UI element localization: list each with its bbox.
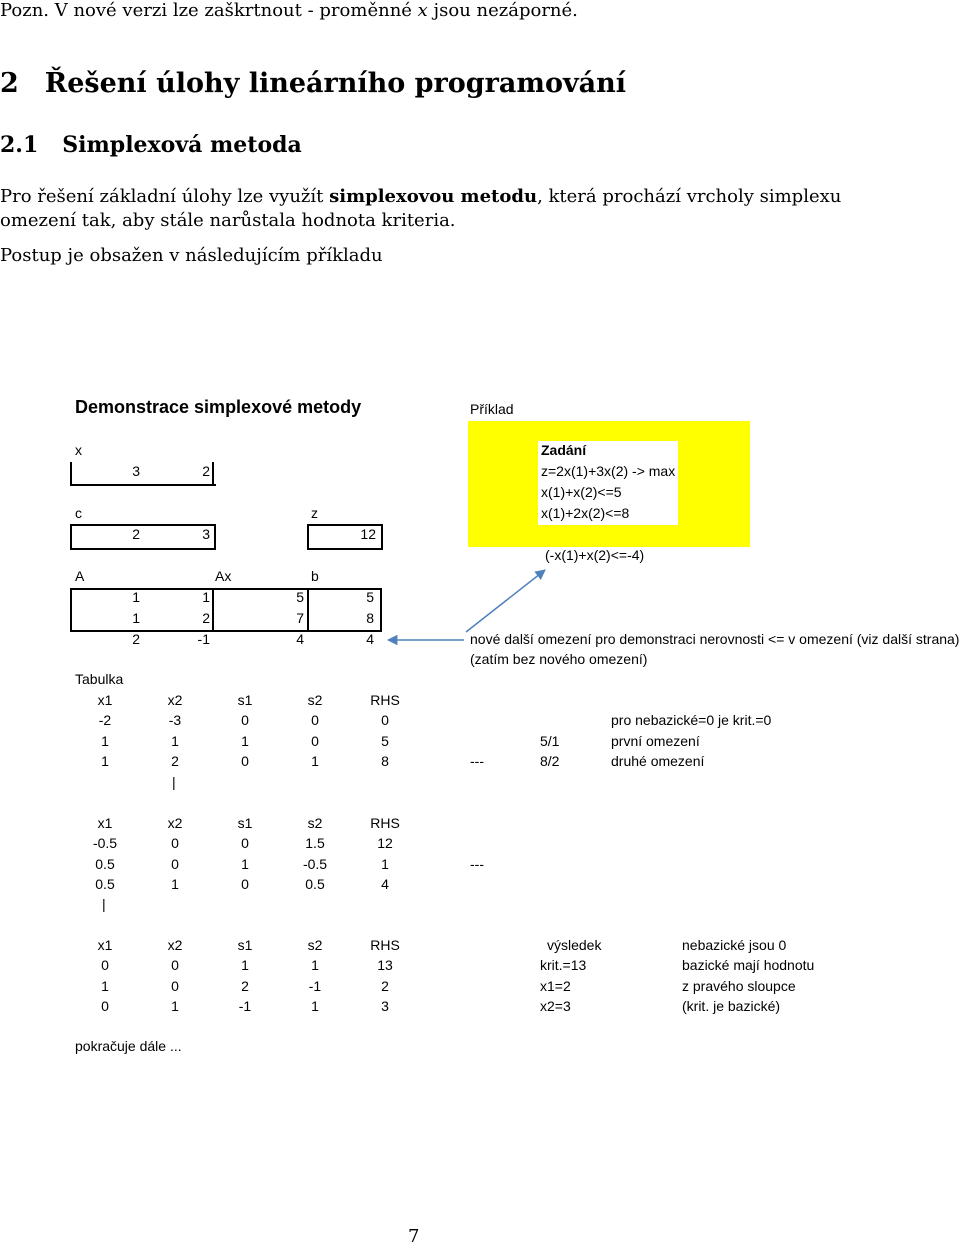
new-constraint-note: nové další omezení pro demonstraci nerovnosti <= v omezení (viz další strana) [470, 631, 960, 647]
tableau-2-cell: 0 [241, 876, 249, 892]
tableau-1-header-RHS: RHS [370, 692, 400, 708]
example-label: Příklad [470, 401, 514, 417]
tableau-3-cell: 1 [311, 957, 319, 973]
tableau-3-cell: 0 [101, 998, 109, 1014]
tableau-2-header-s1: s1 [237, 815, 253, 831]
table-label: Tabulka [75, 671, 124, 687]
note-prefix: Pozn. V nové verzi lze zaškrtnout - proměnné [0, 0, 418, 21]
tableau-2-cell: 0.5 [95, 855, 115, 872]
extra-row-1: 2 [132, 631, 140, 647]
tableau-1-cell: 0 [241, 712, 249, 728]
tableau-1-cell: 1 [171, 732, 179, 749]
tableau-2-cell: 1 [171, 876, 179, 892]
tableau-2-header-RHS: RHS [370, 815, 400, 831]
arrow-to-constraint [466, 570, 545, 632]
extra-row-4: 4 [366, 631, 374, 647]
label-z: z [311, 505, 318, 521]
tableau-1-cell: 0 [311, 712, 319, 728]
A-2-1: 1 [132, 610, 140, 626]
result-header: výsledek [547, 937, 602, 953]
continues-note: pokračuje dále ... [75, 1038, 182, 1054]
b-2: 8 [366, 610, 374, 626]
tableau-2-cell: -0.5 [92, 835, 118, 851]
tableau-1-note: první omezení [611, 732, 700, 749]
tableau-1-cell: 8 [381, 753, 389, 769]
para1-text-b: , která prochází vrcholy simplexu [537, 186, 842, 207]
tableau-1-header-x1: x1 [97, 692, 113, 708]
x-value-1: 3 [132, 463, 140, 479]
tableau-2-cell: 0 [171, 835, 179, 851]
tableau-3-cell: 1 [241, 957, 249, 973]
tableau-1-cell: 1 [101, 753, 109, 769]
extra-row-2: -1 [197, 631, 210, 647]
result-value: x2=3 [540, 998, 571, 1014]
tableau-3-cell: 0 [101, 957, 109, 973]
tableau-3-header-RHS: RHS [370, 937, 400, 953]
new-constraint-note-2: (zatím bez nového omezení) [470, 651, 648, 667]
tableau-1-note: pro nebazické=0 je krit.=0 [611, 712, 772, 728]
tableau-2-pivot-mark: --- [470, 855, 484, 872]
tableau-3-cell: 1 [101, 977, 109, 994]
tableau-3-cell: 13 [377, 957, 393, 973]
tableau-2-cell: 1 [381, 855, 389, 872]
tableau-3-cell: 2 [241, 977, 249, 994]
assignment-title: Zadání [541, 442, 587, 458]
c-value-1: 2 [132, 526, 140, 542]
label-c: c [75, 505, 82, 521]
tableau-3-header-x1: x1 [97, 937, 113, 953]
subsection-title: Simplexová metoda [62, 132, 302, 158]
Ax-1: 5 [296, 589, 304, 605]
tableau-2-header-x1: x1 [97, 815, 113, 831]
tableau-2-cell: 0.5 [95, 876, 115, 892]
para1-bold: simplexovou metodu [329, 186, 538, 207]
tableau-2-cell: 0 [241, 835, 249, 851]
result-note: (krit. je bazické) [682, 998, 781, 1014]
result-notes-header: nebazické jsou 0 [682, 937, 787, 953]
tableau-1-cell: 1 [311, 753, 319, 769]
tableau-3-header-s1: s1 [237, 937, 253, 953]
Ax-2: 7 [296, 610, 304, 626]
label-Ax: Ax [215, 568, 232, 584]
tableau-1-header-s1: s1 [237, 692, 253, 708]
A-2-2: 2 [202, 610, 210, 626]
label-b: b [311, 568, 319, 584]
tableau-2-header-s2: s2 [307, 815, 323, 831]
tableau-3-cell: 1 [171, 998, 179, 1014]
result-note: z pravého sloupce [682, 977, 796, 994]
tableau-3-cell: -1 [308, 977, 322, 994]
tableau-1-ratio: 5/1 [540, 732, 560, 749]
para1-text-a: Pro řešení základní úlohy lze využít [0, 186, 330, 207]
tableau-1-ratio: 8/2 [540, 753, 560, 769]
result-value: x1=2 [540, 977, 571, 994]
assignment-objective: z=2x(1)+3x(2) -> max [541, 463, 676, 479]
tableau-1-cell: 0 [311, 732, 319, 749]
assignment-constraint-2: x(1)+2x(2)<=8 [541, 505, 630, 521]
tableau-2-header-x2: x2 [167, 815, 183, 831]
tableau-3-cell: 0 [171, 957, 179, 973]
result-note: bazické mají hodnotu [682, 957, 815, 973]
label-x: x [75, 442, 82, 458]
page-number: 7 [408, 1226, 420, 1247]
subsection-number: 2.1 [0, 132, 39, 158]
tableau-3-cell: -1 [238, 998, 252, 1014]
tableau-1-cell: -3 [168, 712, 182, 728]
paragraph-2: Postup je obsažen v následujícím příkladu [0, 245, 383, 266]
tableau-2-pivot-column-marker: | [102, 896, 106, 912]
tableau-2-cell: 1 [241, 855, 249, 872]
tableau-1-pivot-mark: --- [470, 753, 484, 769]
tableau-1-cell: 1 [101, 732, 109, 749]
tableau-3-header-s2: s2 [307, 937, 323, 953]
tableau-3-cell: 3 [381, 998, 389, 1014]
section-number: 2 [0, 68, 19, 99]
tableau-1-header-x2: x2 [167, 692, 183, 708]
A-1-1: 1 [132, 589, 140, 605]
note-var: x [417, 0, 428, 21]
sheet-title: Demonstrace simplexové metody [75, 397, 362, 417]
section-title: Řešení úlohy lineárního programování [44, 68, 627, 99]
tableau-1-cell: 5 [381, 732, 389, 749]
tableau-1-cell: 1 [241, 732, 249, 749]
note-suffix: jsou nezáporné. [427, 0, 578, 21]
x-value-2: 2 [202, 463, 210, 479]
extra-row-3: 4 [296, 631, 304, 647]
tableau-3-cell: 2 [381, 977, 389, 994]
tableau-2-cell: 12 [377, 835, 393, 851]
paragraph-1-line-2: omezení tak, aby stále narůstala hodnota kriteria. [0, 210, 456, 231]
tableau-2-cell: 0 [171, 855, 179, 872]
tableau-3-cell: 1 [311, 998, 319, 1014]
z-value: 12 [360, 526, 376, 542]
extra-constraint: (-x(1)+x(2)<=-4) [545, 547, 645, 563]
tableau-1-cell: -2 [98, 712, 112, 728]
tableau-1-cell: 2 [171, 753, 179, 769]
tableau-2-cell: 0.5 [305, 876, 325, 892]
tableau-1-note: druhé omezení [611, 753, 705, 769]
assignment-constraint-1: x(1)+x(2)<=5 [541, 484, 622, 500]
label-A: A [75, 568, 85, 584]
tableau-1-cell: 0 [381, 712, 389, 728]
tableau-1-pivot-column-marker: | [172, 774, 176, 790]
A-1-2: 1 [202, 589, 210, 605]
tableau-2-cell: -0.5 [302, 855, 328, 872]
result-value: krit.=13 [540, 957, 587, 973]
tableau-2-cell: 4 [381, 876, 389, 892]
tableau-3-header-x2: x2 [167, 937, 183, 953]
tableau-1-cell: 0 [241, 753, 249, 769]
tableau-3-cell: 0 [171, 977, 179, 994]
b-1: 5 [366, 589, 374, 605]
c-value-2: 3 [202, 526, 210, 542]
tableau-1-header-s2: s2 [307, 692, 323, 708]
tableau-2-cell: 1.5 [305, 835, 325, 851]
